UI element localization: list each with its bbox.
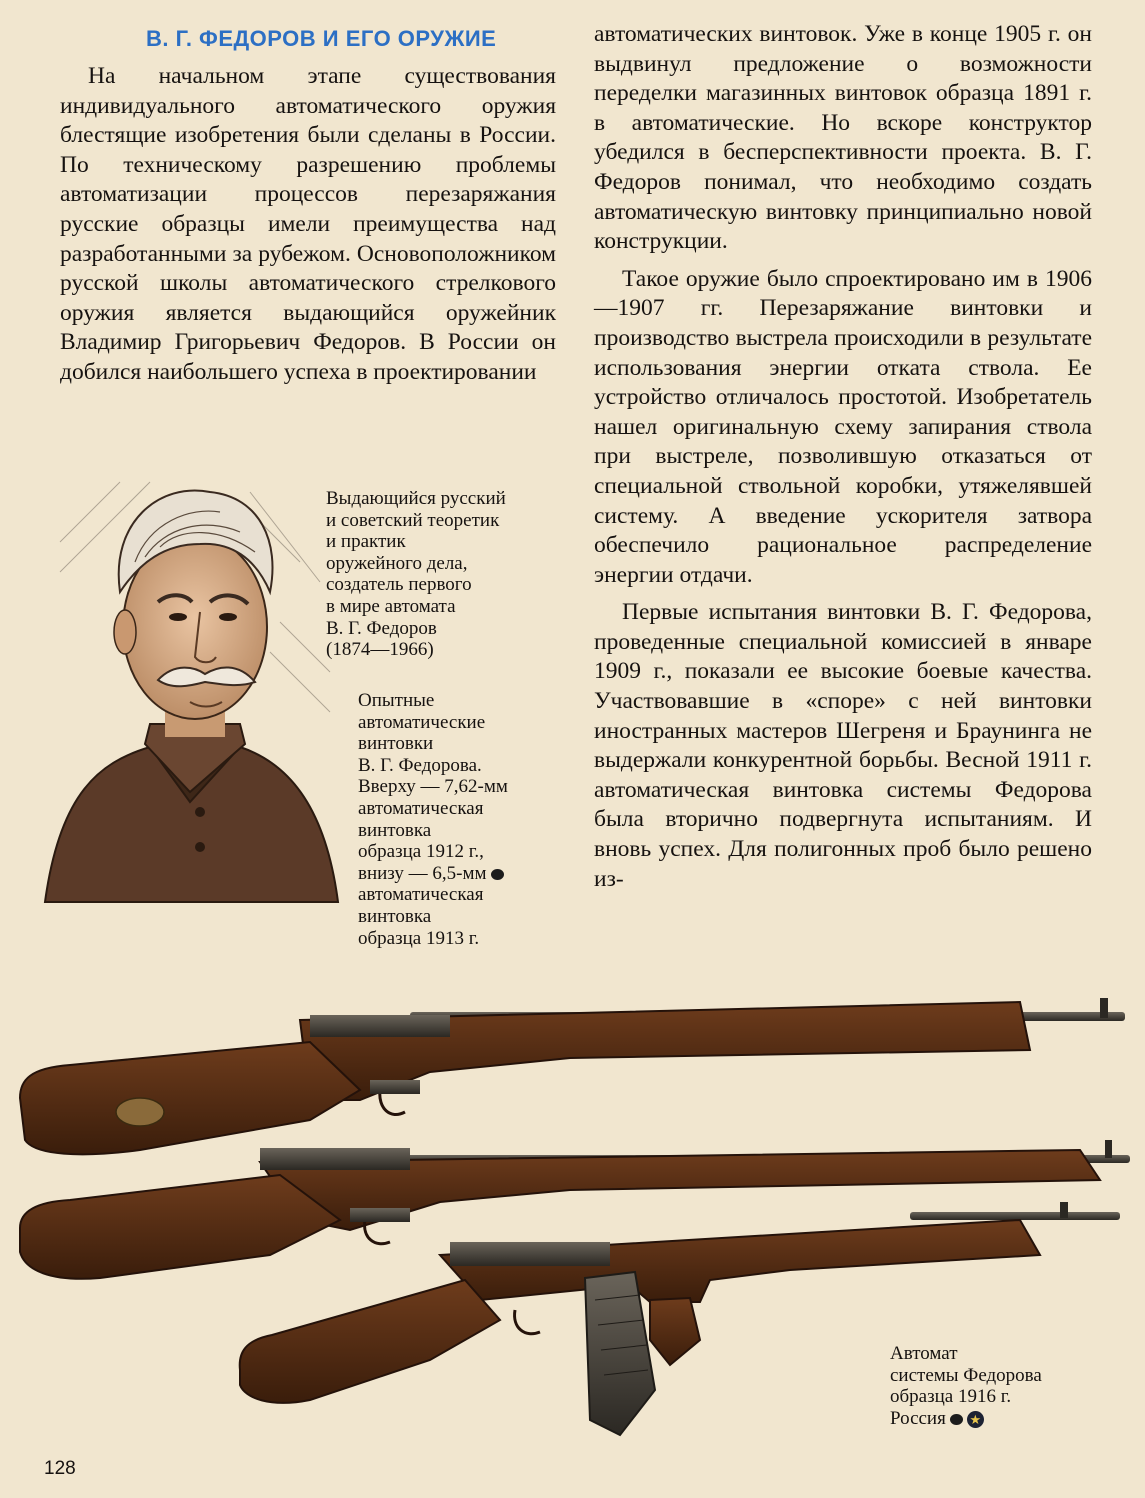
fedorov-portrait-illustration — [40, 462, 340, 922]
caption-text: Россия — [890, 1407, 946, 1429]
caption-line: В. Г. Федорова. — [358, 754, 482, 776]
left-paragraph: На начальном этапе существования индивидуального автоматического оружия блестящие изобретения были сделаны в России. По техническому разрешению проблемы автоматизации процессов перезаряжания русские образцы имели преимущества над разработанными за рубежом. Основоположником русской школы автоматического стрелкового оружия является выдающийся оружейник Владимир Григорьевич Федоров. В России он добился наибольшего успеха в проектировании — [60, 63, 556, 385]
right-paragraph-2: Такое оружие было спроектировано им в 1906—1907 гг. Перезаряжание винтовки и производство выстрела происходили в результате использования энергии отката ствола. Ее устройство отличалось простотой. Изобретатель нашел оригинальную схему запирания ствола при выстреле, позволившую отказаться от специальной ствольной коробки, утяжелявшей систему. А введение ускорителя затвора обеспечило рациональное распределение энергии отдачи. — [594, 265, 1092, 588]
star-badge-icon: ★ — [967, 1411, 984, 1428]
circle-dot-icon — [950, 1414, 963, 1425]
page-number: 128 — [44, 1458, 76, 1479]
caption-line: В. Г. Федоров — [326, 617, 437, 639]
caption-text: внизу — 6,5-мм — [358, 862, 487, 884]
caption-line: и советский теоретик — [326, 509, 500, 531]
right-paragraph-3: Первые испытания винтовки В. Г. Федорова, проведенные специальной комиссией в январе 1909 г., показали ее высокие боевые качества. Участвовавшие в «споре» с ней винтовки иностранных мастеров Шегреня и Браунинга не выдержали конкурентной борьбы. Весной 1911 г. автоматическая винтовка системы Федорова была вторично подвергнута испытаниям. И вновь успех. Для полигонных проб было решено из- — [594, 599, 1092, 892]
avtomat-caption — [890, 1343, 1110, 1429]
portrait-caption — [326, 488, 566, 661]
caption-line: Автомат — [890, 1343, 958, 1364]
caption-line: автоматическая — [358, 884, 484, 906]
caption-line: и практик — [326, 531, 406, 553]
circle-dot-icon — [491, 869, 504, 880]
caption-line: Выдающийся русский — [326, 488, 506, 509]
caption-line: в мире автомата — [326, 595, 456, 617]
caption-line: винтовки — [358, 733, 434, 755]
caption-line: Вверху — 7,62-мм — [358, 776, 508, 798]
article-title: В. Г. ФЕДОРОВ И ЕГО ОРУЖИЕ — [146, 26, 497, 51]
rifles-caption — [358, 690, 568, 949]
caption-line: винтовка — [358, 905, 432, 927]
caption-line: автоматические — [358, 711, 486, 733]
caption-line — [358, 863, 568, 885]
caption-line: Опытные — [358, 690, 435, 711]
left-text-column — [60, 62, 556, 388]
caption-line: системы Федорова — [890, 1364, 1042, 1386]
caption-line: создатель первого — [326, 574, 472, 596]
right-text-column — [594, 20, 1092, 894]
caption-line: образца 1916 г. — [890, 1386, 1012, 1408]
rifle-1912-image — [20, 998, 1125, 1154]
caption-line: (1874—1966) — [326, 639, 434, 661]
right-paragraph-1: автоматических винтовок. Уже в конце 1905 г. он выдвинул предложение о возможности переделки магазинных винтовок образца 1891 г. в автоматические. Но вскоре конструктор убедился в бесперспективности проекта. В. Г. Федоров понимал, что необходимо создать автоматическую винтовку принципиально новой конструкции. — [594, 21, 1092, 255]
caption-line: автоматическая — [358, 797, 484, 819]
caption-line: образца 1913 г. — [358, 927, 480, 949]
caption-line — [890, 1408, 1110, 1430]
caption-line: оружейного дела, — [326, 552, 468, 574]
caption-line: винтовка — [358, 819, 432, 841]
caption-line: образца 1912 г., — [358, 841, 484, 863]
